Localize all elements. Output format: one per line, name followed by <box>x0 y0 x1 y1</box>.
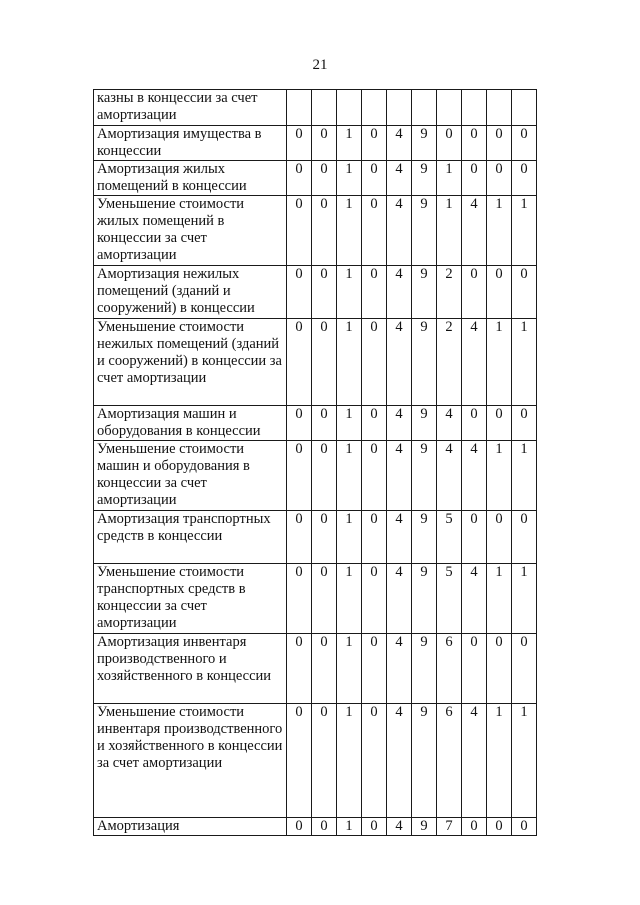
code-digit-cell: 4 <box>387 319 412 406</box>
code-digit-cell: 1 <box>437 161 462 196</box>
code-digit-cell: 0 <box>487 511 512 564</box>
code-digit-cell: 1 <box>337 196 362 266</box>
code-digit-cell: 0 <box>462 634 487 704</box>
code-digit-cell: 1 <box>337 319 362 406</box>
code-digit-cell: 1 <box>512 564 537 634</box>
code-digit-cell: 4 <box>462 196 487 266</box>
code-digit-cell: 0 <box>287 564 312 634</box>
code-digit-cell: 9 <box>412 319 437 406</box>
code-digit-cell <box>362 90 387 126</box>
code-digit-cell: 5 <box>437 511 462 564</box>
code-digit-cell: 4 <box>387 266 412 319</box>
code-digit-cell: 0 <box>437 126 462 161</box>
code-digit-cell <box>412 90 437 126</box>
code-digit-cell: 0 <box>312 634 337 704</box>
table-row <box>94 406 537 441</box>
code-digit-cell <box>512 90 537 126</box>
table-row <box>94 441 537 511</box>
code-digit-cell: 1 <box>487 564 512 634</box>
code-digit-cell: 4 <box>387 634 412 704</box>
code-digit-cell: 1 <box>487 196 512 266</box>
account-name-cell: Амортизация <box>94 818 287 836</box>
code-digit-cell: 9 <box>412 818 437 836</box>
code-digit-cell: 4 <box>462 704 487 818</box>
code-digit-cell: 0 <box>287 266 312 319</box>
code-digit-cell: 0 <box>462 126 487 161</box>
account-name-cell: Уменьшение стоимости транспортных средств в концессии за счет амортизации <box>94 564 287 634</box>
code-digit-cell: 9 <box>412 441 437 511</box>
code-digit-cell: 4 <box>437 406 462 441</box>
code-digit-cell: 0 <box>487 634 512 704</box>
table-row <box>94 511 537 564</box>
code-digit-cell: 0 <box>287 126 312 161</box>
code-digit-cell: 1 <box>337 818 362 836</box>
code-digit-cell: 0 <box>362 441 387 511</box>
table-row <box>94 319 537 406</box>
code-digit-cell: 1 <box>337 564 362 634</box>
code-digit-cell: 1 <box>512 196 537 266</box>
code-digit-cell: 0 <box>512 406 537 441</box>
code-digit-cell: 4 <box>387 406 412 441</box>
code-digit-cell: 4 <box>387 161 412 196</box>
code-digit-cell: 4 <box>462 564 487 634</box>
code-digit-cell: 1 <box>512 441 537 511</box>
code-digit-cell: 0 <box>287 406 312 441</box>
code-digit-cell: 1 <box>337 126 362 161</box>
code-digit-cell: 4 <box>437 441 462 511</box>
table-row <box>94 704 537 818</box>
code-digit-cell: 9 <box>412 406 437 441</box>
code-digit-cell <box>462 90 487 126</box>
code-digit-cell: 1 <box>487 319 512 406</box>
code-digit-cell: 9 <box>412 161 437 196</box>
code-digit-cell: 0 <box>362 406 387 441</box>
code-digit-cell: 0 <box>512 818 537 836</box>
code-digit-cell: 9 <box>412 511 437 564</box>
code-digit-cell: 0 <box>462 818 487 836</box>
account-code-table-body <box>94 90 537 836</box>
code-digit-cell: 1 <box>337 161 362 196</box>
code-digit-cell: 0 <box>462 266 487 319</box>
code-digit-cell: 2 <box>437 319 462 406</box>
code-digit-cell: 1 <box>337 266 362 319</box>
code-digit-cell: 1 <box>487 704 512 818</box>
account-name-cell: Уменьшение стоимости нежилых помещений (зданий и сооружений) в концессии за счет амортизации <box>94 319 287 406</box>
code-digit-cell: 4 <box>387 704 412 818</box>
code-digit-cell: 9 <box>412 126 437 161</box>
code-digit-cell: 4 <box>387 196 412 266</box>
account-name-cell: Амортизация транспортных средств в концессии <box>94 511 287 564</box>
code-digit-cell: 1 <box>487 441 512 511</box>
code-digit-cell: 0 <box>362 161 387 196</box>
table-row <box>94 90 537 126</box>
account-name-cell: Уменьшение стоимости инвентаря производственного и хозяйственного в концессии за счет амортизации <box>94 704 287 818</box>
code-digit-cell: 0 <box>487 818 512 836</box>
code-digit-cell: 0 <box>462 406 487 441</box>
code-digit-cell: 1 <box>337 704 362 818</box>
table-row <box>94 634 537 704</box>
account-name-cell: Уменьшение стоимости машин и оборудования в концессии за счет амортизации <box>94 441 287 511</box>
code-digit-cell: 0 <box>512 511 537 564</box>
page-number: 21 <box>312 57 328 73</box>
account-name-cell: Амортизация машин и оборудования в концессии <box>94 406 287 441</box>
code-digit-cell: 0 <box>362 634 387 704</box>
code-digit-cell: 1 <box>337 511 362 564</box>
code-digit-cell <box>312 90 337 126</box>
account-name-cell: Амортизация жилых помещений в концессии <box>94 161 287 196</box>
code-digit-cell: 0 <box>512 266 537 319</box>
account-name-cell: казны в концессии за счет амортизации <box>94 90 287 126</box>
code-digit-cell <box>337 90 362 126</box>
code-digit-cell: 9 <box>412 564 437 634</box>
code-digit-cell: 4 <box>462 319 487 406</box>
code-digit-cell <box>387 90 412 126</box>
code-digit-cell: 0 <box>487 126 512 161</box>
code-digit-cell <box>287 90 312 126</box>
table-row <box>94 266 537 319</box>
code-digit-cell: 0 <box>312 818 337 836</box>
code-digit-cell: 0 <box>462 161 487 196</box>
code-digit-cell: 0 <box>312 319 337 406</box>
code-digit-cell: 0 <box>312 704 337 818</box>
code-digit-cell: 9 <box>412 266 437 319</box>
code-digit-cell: 1 <box>337 634 362 704</box>
code-digit-cell: 0 <box>462 511 487 564</box>
code-digit-cell: 0 <box>362 126 387 161</box>
account-name-cell: Амортизация инвентаря производственного и хозяйственного в концессии <box>94 634 287 704</box>
code-digit-cell: 0 <box>362 818 387 836</box>
code-digit-cell: 0 <box>287 634 312 704</box>
code-digit-cell: 0 <box>312 196 337 266</box>
code-digit-cell: 0 <box>312 564 337 634</box>
code-digit-cell: 0 <box>287 161 312 196</box>
code-digit-cell: 6 <box>437 634 462 704</box>
code-digit-cell <box>487 90 512 126</box>
code-digit-cell: 0 <box>362 196 387 266</box>
code-digit-cell: 6 <box>437 704 462 818</box>
table-row <box>94 196 537 266</box>
code-digit-cell: 1 <box>337 441 362 511</box>
code-digit-cell: 4 <box>387 511 412 564</box>
code-digit-cell: 9 <box>412 196 437 266</box>
code-digit-cell: 0 <box>287 196 312 266</box>
code-digit-cell: 0 <box>362 511 387 564</box>
code-digit-cell: 1 <box>512 319 537 406</box>
code-digit-cell: 4 <box>462 441 487 511</box>
account-name-cell: Уменьшение стоимости жилых помещений в концессии за счет амортизации <box>94 196 287 266</box>
code-digit-cell: 4 <box>387 818 412 836</box>
code-digit-cell: 0 <box>287 511 312 564</box>
code-digit-cell: 0 <box>512 634 537 704</box>
code-digit-cell: 0 <box>312 161 337 196</box>
table-row <box>94 818 537 836</box>
code-digit-cell: 0 <box>487 161 512 196</box>
table-row <box>94 161 537 196</box>
code-digit-cell: 0 <box>287 704 312 818</box>
code-digit-cell: 0 <box>362 266 387 319</box>
code-digit-cell: 7 <box>437 818 462 836</box>
code-digit-cell: 1 <box>437 196 462 266</box>
code-digit-cell: 0 <box>362 704 387 818</box>
code-digit-cell: 0 <box>312 266 337 319</box>
code-digit-cell: 0 <box>287 818 312 836</box>
table-row <box>94 564 537 634</box>
code-digit-cell <box>437 90 462 126</box>
account-name-cell: Амортизация имущества в концессии <box>94 126 287 161</box>
account-code-table <box>93 89 537 836</box>
code-digit-cell: 0 <box>362 564 387 634</box>
code-digit-cell: 0 <box>512 161 537 196</box>
code-digit-cell: 4 <box>387 564 412 634</box>
code-digit-cell: 0 <box>312 126 337 161</box>
code-digit-cell: 1 <box>337 406 362 441</box>
code-digit-cell: 0 <box>487 266 512 319</box>
table-row <box>94 126 537 161</box>
code-digit-cell: 0 <box>312 441 337 511</box>
account-name-cell: Амортизация нежилых помещений (зданий и сооружений) в концессии <box>94 266 287 319</box>
code-digit-cell: 5 <box>437 564 462 634</box>
code-digit-cell: 0 <box>287 319 312 406</box>
code-digit-cell: 0 <box>287 441 312 511</box>
code-digit-cell: 0 <box>362 319 387 406</box>
code-digit-cell: 1 <box>512 704 537 818</box>
code-digit-cell: 9 <box>412 634 437 704</box>
code-digit-cell: 9 <box>412 704 437 818</box>
code-digit-cell: 4 <box>387 441 412 511</box>
code-digit-cell: 0 <box>312 406 337 441</box>
code-digit-cell: 0 <box>487 406 512 441</box>
code-digit-cell: 4 <box>387 126 412 161</box>
code-digit-cell: 2 <box>437 266 462 319</box>
code-digit-cell: 0 <box>312 511 337 564</box>
code-digit-cell: 0 <box>512 126 537 161</box>
